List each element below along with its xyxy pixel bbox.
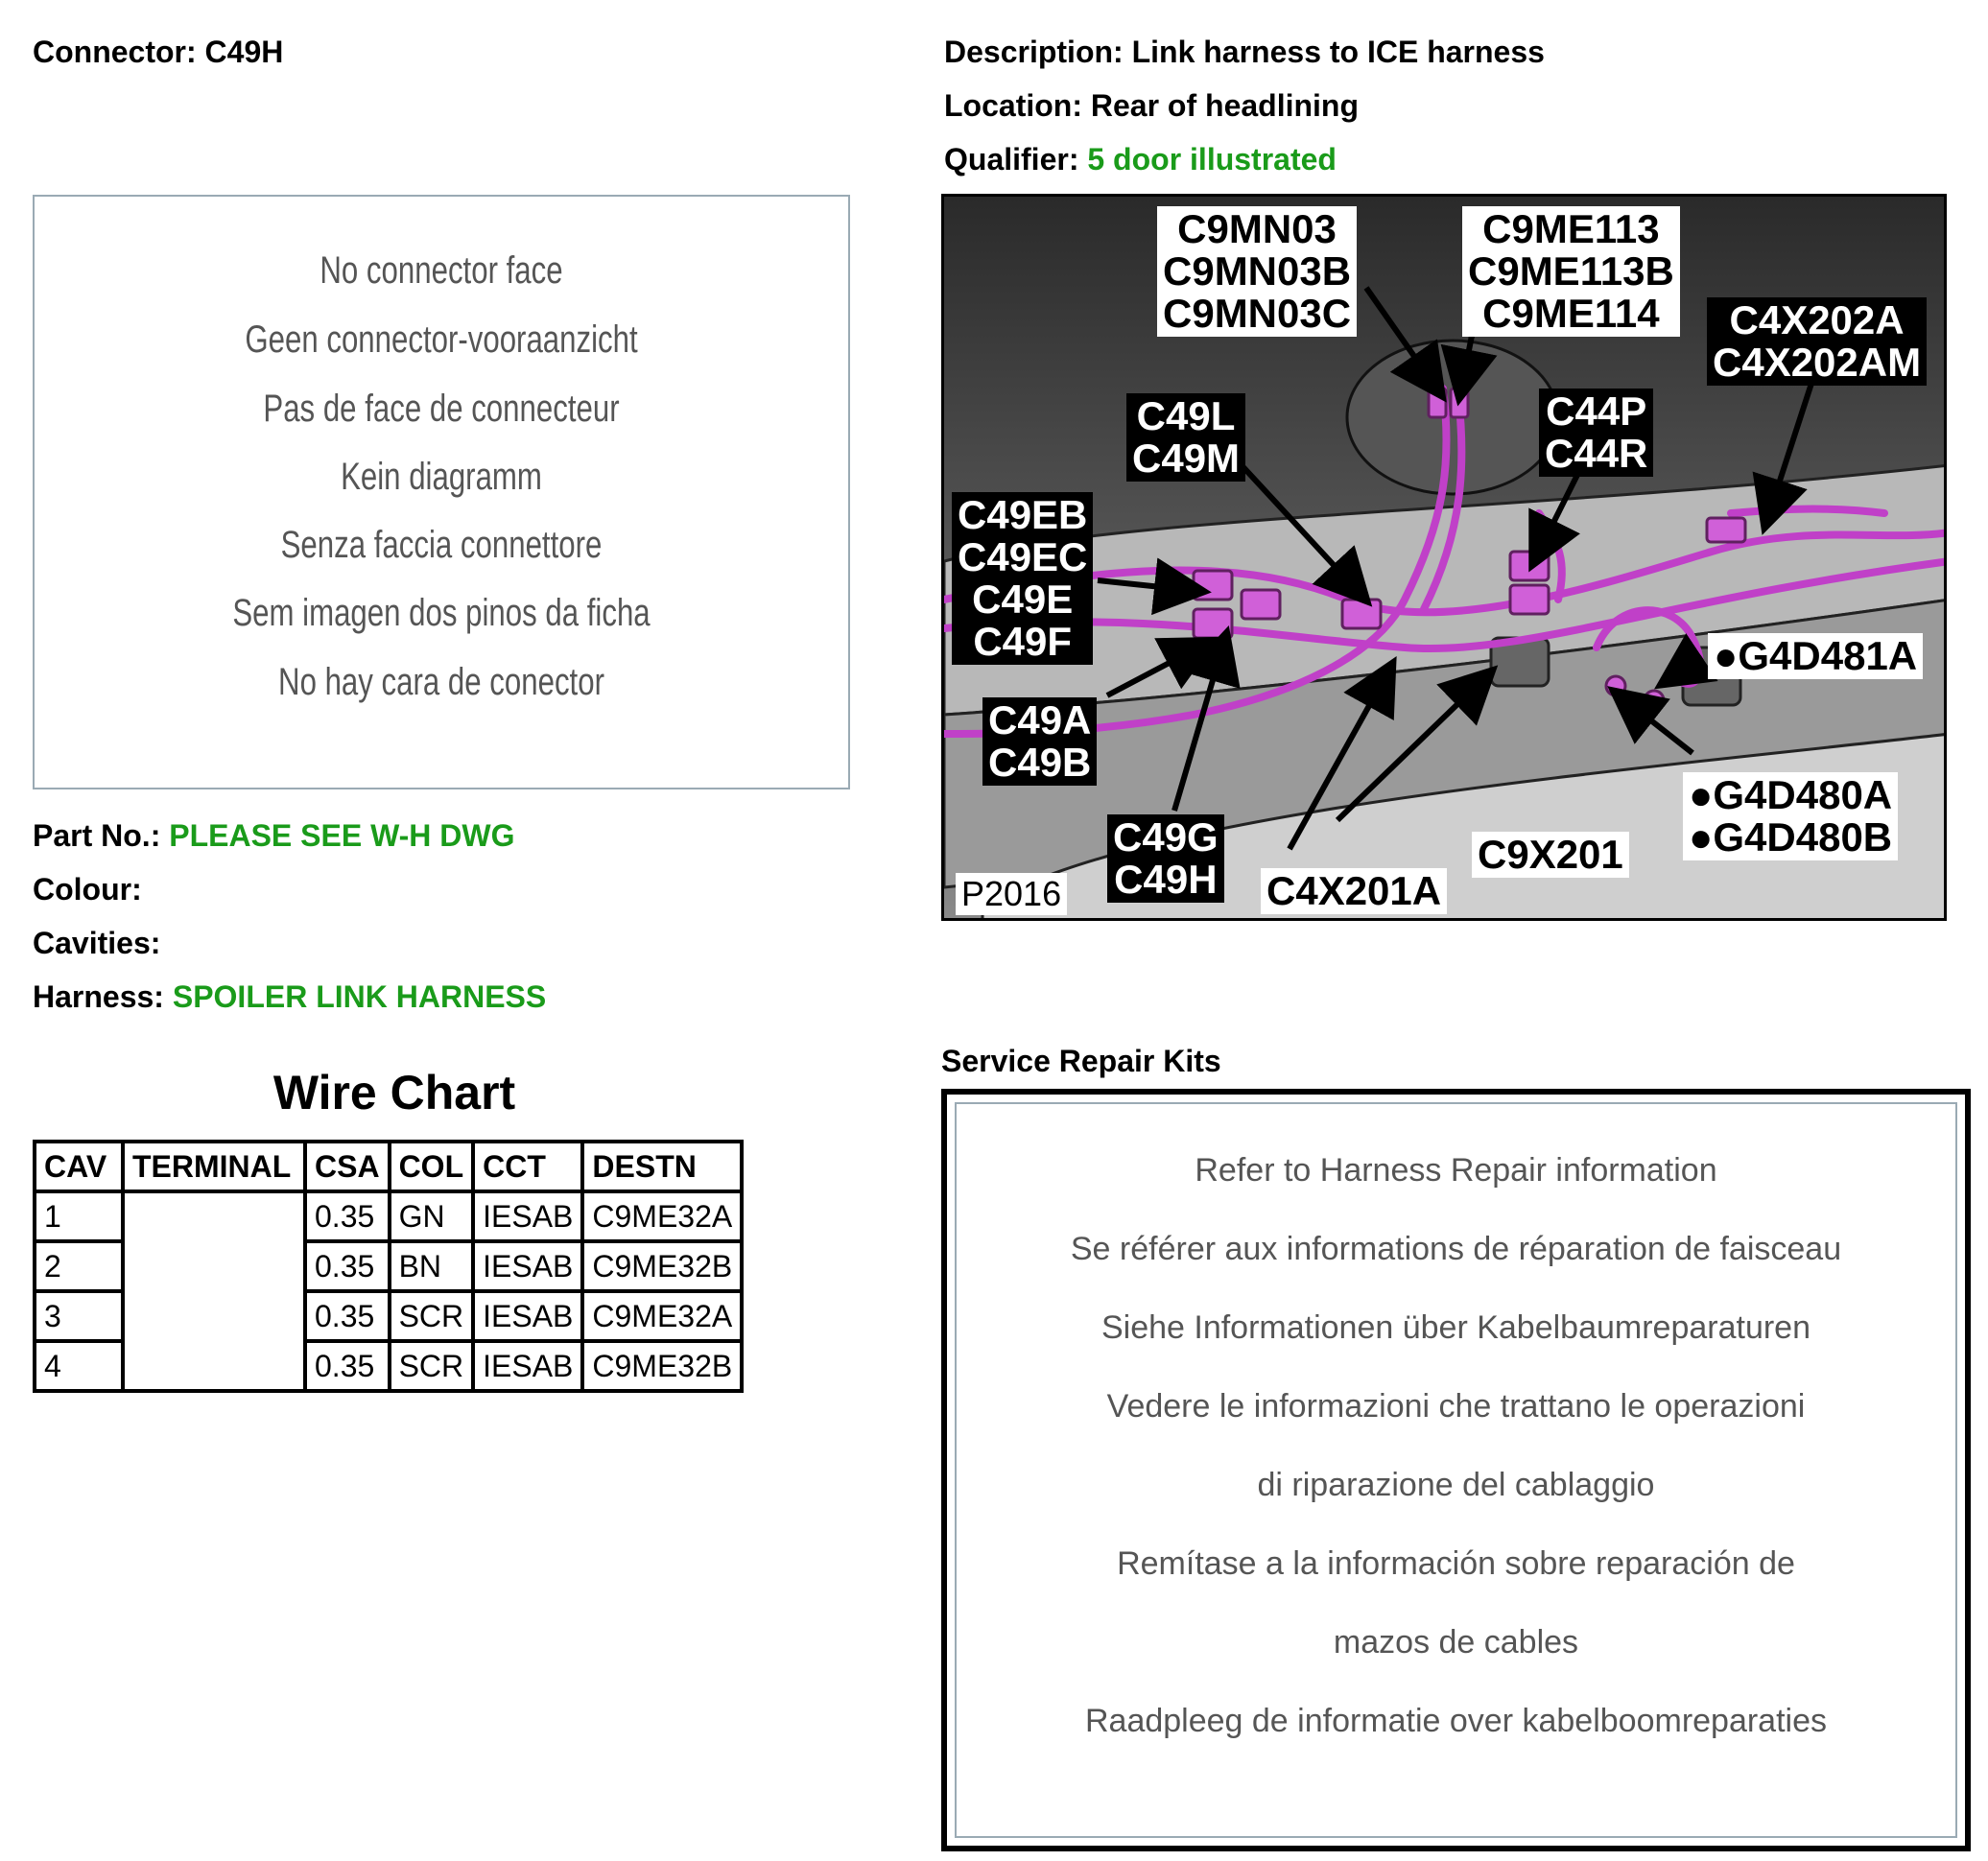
label-g4d481a	[1708, 633, 1923, 679]
label-text: C9X201	[1478, 832, 1623, 877]
cell-cct: IESAB	[473, 1241, 582, 1291]
cell-csa: 0.35	[305, 1341, 390, 1391]
location-photo	[941, 194, 1947, 921]
colour-field	[33, 870, 142, 908]
label-c4x202a	[1707, 297, 1927, 386]
no-face-line: Geen connector-vooraanzicht	[245, 318, 638, 361]
cell-destn: C9ME32A	[582, 1291, 742, 1341]
cell-destn: C9ME32A	[582, 1191, 742, 1241]
label-g4d480a	[1683, 772, 1898, 860]
qualifier-label: Qualifier:	[944, 142, 1079, 177]
description-label: Description:	[944, 35, 1124, 69]
label-text: C9MN03C	[1163, 291, 1352, 336]
cell-destn: C9ME32B	[582, 1241, 742, 1291]
connector-label: Connector:	[33, 35, 197, 69]
srk-line: Vedere le informazioni che trattano le operazioni	[1106, 1388, 1806, 1425]
cell-col: SCR	[390, 1341, 474, 1391]
label-text: C49L	[1136, 393, 1236, 438]
no-face-line: Kein diagramm	[341, 456, 542, 498]
cell-csa: 0.35	[305, 1241, 390, 1291]
label-c44p	[1539, 389, 1653, 477]
service-repair-kits-title: Service Repair Kits	[941, 1044, 1221, 1078]
table-row	[35, 1191, 742, 1241]
photo-reference	[956, 873, 1067, 915]
label-c9mn03	[1157, 206, 1357, 337]
cell-csa: 0.35	[305, 1191, 390, 1241]
cavities-field	[33, 924, 160, 962]
label-text: C9ME114	[1482, 291, 1660, 336]
label-text: C4X201A	[1266, 868, 1442, 913]
wire-chart-table	[33, 1140, 744, 1393]
srk-line: di riparazione del cablaggio	[1257, 1467, 1655, 1503]
cell-cav: 1	[35, 1191, 123, 1241]
label-text: C9MN03B	[1163, 248, 1352, 294]
label-c49eb	[952, 492, 1093, 665]
no-face-line: No hay cara de conector	[278, 661, 604, 703]
label-text: C49A	[988, 697, 1092, 742]
harness-field	[33, 978, 546, 1016]
part-no-label: Part No.:	[33, 818, 161, 853]
photo-ref-text: P2016	[961, 874, 1062, 913]
col-header-cct: CCT	[473, 1142, 582, 1191]
connector-field	[33, 33, 283, 71]
description-value: Link harness to ICE harness	[1131, 35, 1545, 69]
label-text: C9ME113	[1482, 206, 1660, 251]
srk-line: Se référer aux informations de réparation de faisceau	[1070, 1231, 1842, 1267]
label-text: ●G4D480A	[1689, 772, 1893, 817]
harness-value: SPOILER LINK HARNESS	[172, 979, 547, 1014]
srk-line: Refer to Harness Repair information	[1195, 1152, 1717, 1189]
cell-col: GN	[390, 1191, 474, 1241]
no-connector-face-panel	[33, 195, 850, 789]
cell-cct: IESAB	[473, 1291, 582, 1341]
harness-label: Harness:	[33, 979, 164, 1014]
colour-label: Colour:	[33, 872, 142, 907]
cell-cav: 4	[35, 1341, 123, 1391]
label-text: C49B	[988, 740, 1092, 785]
label-c49g	[1107, 814, 1224, 903]
cell-cct: IESAB	[473, 1341, 582, 1391]
srk-line: Remítase a la información sobre reparación de	[1117, 1545, 1795, 1582]
label-c49a	[982, 697, 1097, 786]
cell-cav: 2	[35, 1241, 123, 1291]
label-text: C49EC	[958, 534, 1088, 579]
label-c9x201	[1472, 832, 1629, 878]
label-text: C49EB	[958, 492, 1088, 537]
no-face-line: No connector face	[320, 249, 563, 292]
qualifier-field	[944, 140, 1337, 178]
location-label: Location:	[944, 88, 1082, 123]
label-text: C49G	[1113, 814, 1219, 860]
no-face-line: Sem imagen dos pinos da ficha	[232, 592, 651, 634]
col-header-terminal: TERMINAL	[123, 1142, 305, 1191]
cavities-label: Cavities:	[33, 926, 161, 960]
col-header-cav: CAV	[35, 1142, 123, 1191]
label-text: C44P	[1546, 389, 1647, 434]
col-header-col: COL	[390, 1142, 474, 1191]
col-header-csa: CSA	[305, 1142, 390, 1191]
location-value: Rear of headlining	[1090, 88, 1360, 123]
label-text: C44R	[1545, 431, 1648, 476]
description-field	[944, 33, 1545, 71]
label-text: C9MN03	[1177, 206, 1337, 251]
label-text: ●G4D481A	[1714, 633, 1918, 678]
cell-cct: IESAB	[473, 1191, 582, 1241]
qualifier-value: 5 door illustrated	[1087, 142, 1337, 177]
srk-line: mazos de cables	[1333, 1624, 1579, 1661]
cell-col: SCR	[390, 1291, 474, 1341]
location-field	[944, 86, 1359, 125]
cell-col: BN	[390, 1241, 474, 1291]
label-text: C4X202AM	[1713, 340, 1922, 385]
service-repair-kits-panel	[941, 1089, 1971, 1851]
label-text: C4X202A	[1729, 297, 1905, 342]
label-text: C49E	[972, 577, 1074, 622]
srk-line: Siehe Informationen über Kabelbaumreparaturen	[1100, 1309, 1811, 1346]
connector-value: C49H	[204, 35, 284, 69]
no-face-line: Pas de face de connecteur	[263, 388, 620, 430]
part-no-value: PLEASE SEE W-H DWG	[169, 818, 515, 853]
no-face-line: Senza faccia connettore	[280, 524, 603, 566]
cell-destn: C9ME32B	[582, 1341, 742, 1391]
label-text: C49M	[1132, 436, 1241, 481]
col-header-destn: DESTN	[582, 1142, 742, 1191]
wire-chart-header-row	[35, 1142, 742, 1191]
cell-cav: 3	[35, 1291, 123, 1341]
label-text: C9ME113B	[1468, 248, 1674, 294]
label-c9me113	[1462, 206, 1680, 337]
label-c4x201a	[1261, 868, 1447, 914]
service-repair-kits-inner	[955, 1102, 1957, 1838]
label-text: ●G4D480B	[1689, 814, 1893, 860]
cell-csa: 0.35	[305, 1291, 390, 1341]
part-no-field	[33, 816, 515, 855]
cell-terminal	[123, 1191, 305, 1391]
label-text: C49F	[973, 619, 1073, 664]
label-c49l	[1126, 393, 1245, 482]
label-text: C49H	[1114, 857, 1218, 902]
srk-line: Raadpleeg de informatie over kabelboomreparaties	[1084, 1703, 1828, 1739]
wire-chart-title: Wire Chart	[272, 1066, 516, 1119]
